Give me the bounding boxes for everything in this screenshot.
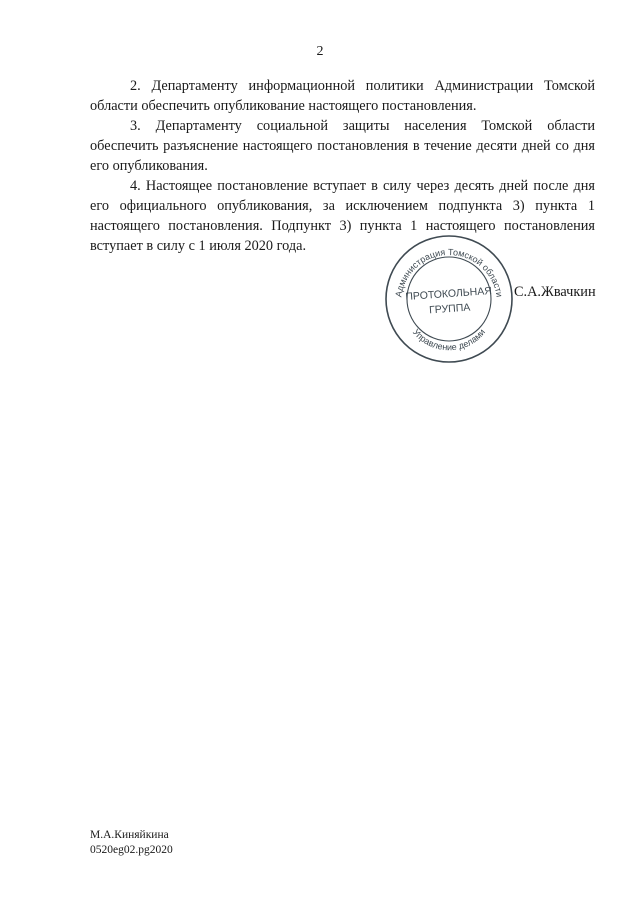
paragraph-2: 2. Департаменту информационной политики Администрации Томской области обеспечить опубликование настоящего постановления. <box>90 78 595 114</box>
paragraph-4: 4. Настоящее постановление вступает в силу через десять дней после дня его официального опубликования, за исключением подпункта 3) пункта 1 настоящего постановления. Подпункт 3) пункта 1 настоящего постановления вступает в силу с 1 июля 2020 года. <box>90 178 595 254</box>
executor-name: М.А.Киняйкина <box>90 829 169 841</box>
paragraph-3: 3. Департаменту социальной защиты населения Томской области обеспечить разъяснение настоящего постановления в течение десяти дней со дня его опубликования. <box>90 118 595 174</box>
signer-name: С.А.Жвачкин <box>514 284 596 300</box>
document-code: 0520eg02.pg2020 <box>90 844 173 856</box>
document-body <box>90 76 595 256</box>
page-number: 2 <box>316 44 324 59</box>
stamp-center-line-2: ГРУППА <box>428 301 471 317</box>
stamp-center-line-1: ПРОТОКОЛЬНАЯ <box>405 285 493 304</box>
stamp-outer-top-text: Администрация Томской области <box>393 246 505 298</box>
footer <box>90 828 173 858</box>
stamp-outer-bottom-text: Управление делами <box>410 327 488 353</box>
official-stamp <box>383 233 515 365</box>
